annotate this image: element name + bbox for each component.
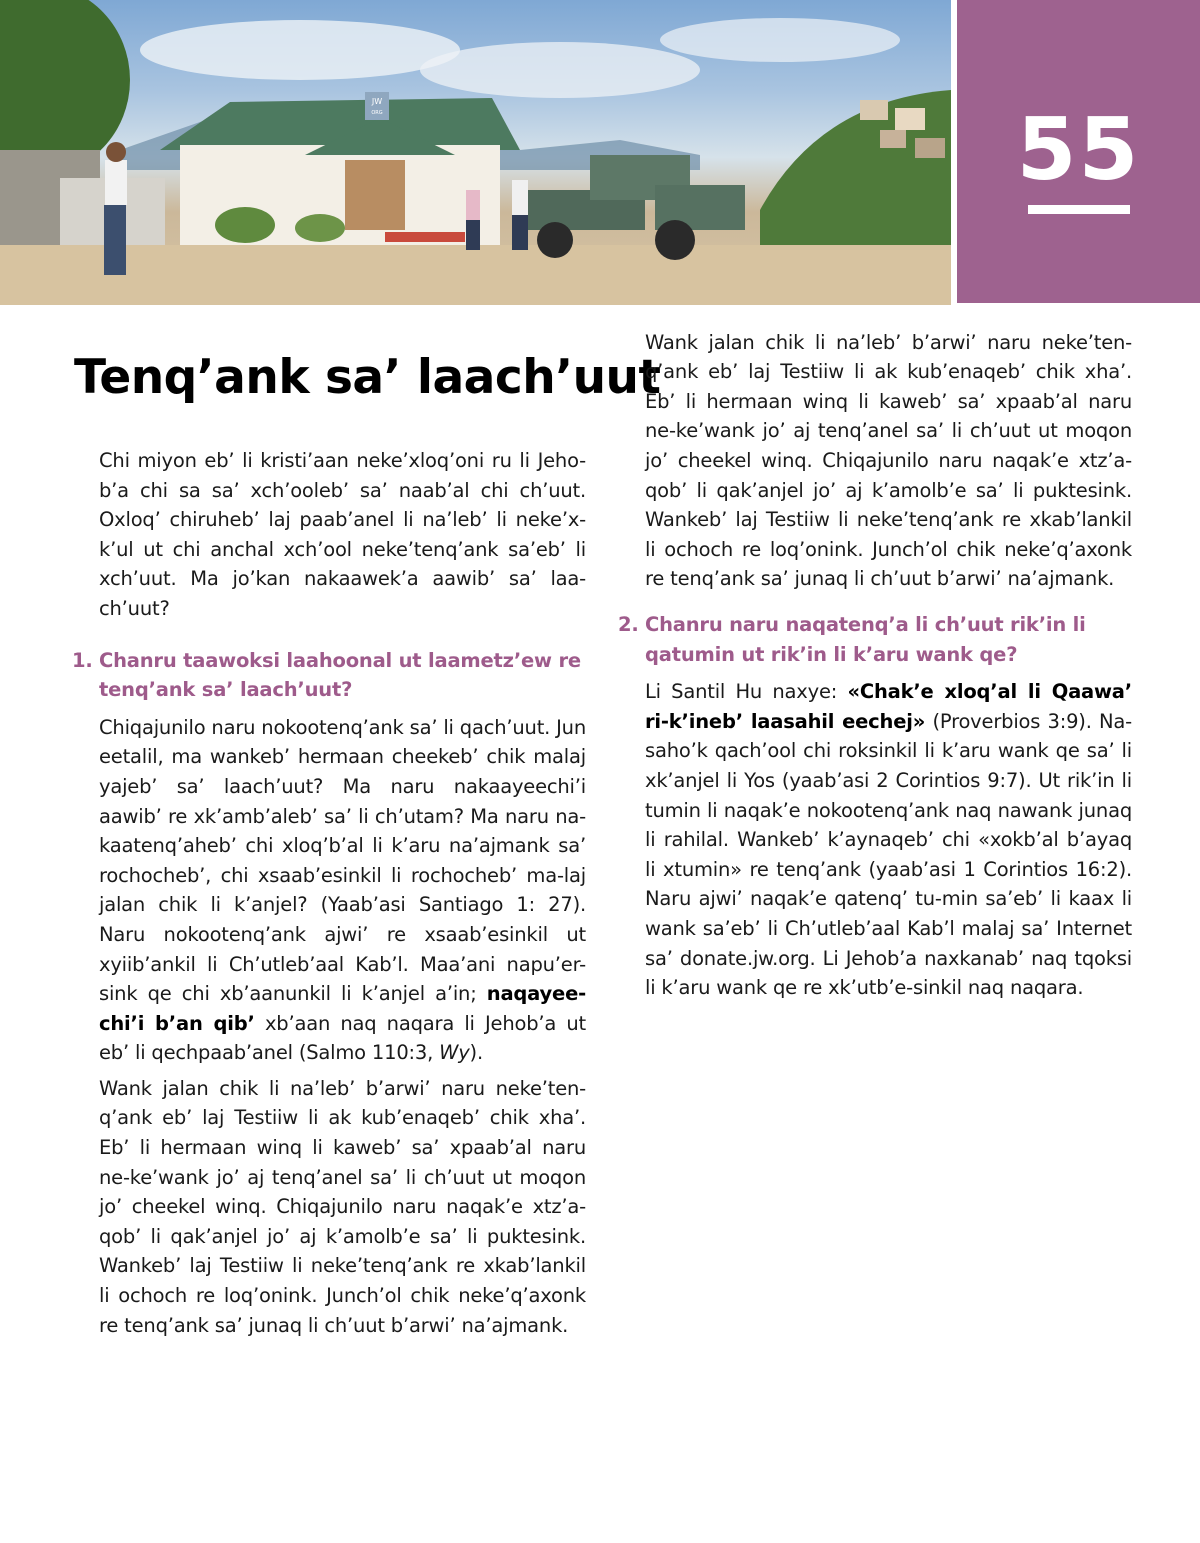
- section-1-paragraph-2: [99, 1074, 586, 1337]
- question-2: [618, 610, 1132, 669]
- question-text: Chanru naru naqatenq’a li ch’uut rik’in li qatumin ut rik’in li k’aru wank qe?: [645, 613, 1086, 666]
- lesson-number-box: [957, 0, 1200, 303]
- svg-text:JW: JW: [371, 97, 383, 106]
- text-run: Chiqajunilo naru nokootenq’ank sa’ li qach’uut. Jun eetalil, ma wankeb’ hermaan cheekeb’ chik malaj yajeb’ sa’ laach’uut? Ma naru nakaayeechi’i aawib’ re xk’amb’aleb’ sa’ li ch’utam? Ma naru na-kaatenq’aheb’ chi xloq’b’al li k’aru na’ajmank sa’ rochocheb’, chi xsaab’esinkil li rochocheb’ ma-laj jalan chik li k’anjel? (Yaab’asi Santiago 1: 27). Naru nokootenq’ank ajwi’ re xsaab’esinkil ut xyiib’ankil li Ch’utleb’aal Kab’l. Maa’ani napu’er-sink qe chi xb’aanunkil li k’anjel a’in;: [99, 715, 587, 1006]
- intro-paragraph: Chi miyon eb’ li kristi’aan neke’xloq’oni ru li Jeho-b’a chi sa sa’ xch’ooleb’ sa’ naab’al chi ch’uut. Oxloq’ chiruheb’ laj paab’anel li na’leb’ li neke’x-k’ul ut chi anchal xch’ool neke’tenq’ank sa’eb’ li xch’uut. Ma jo’kan nakaawek’a aawib’ sa’ laa-ch’uut?: [99, 449, 586, 620]
- hero-image: [0, 0, 951, 303]
- text-run: xb’aan naq naqara li Jehob’a ut eb’ li qechpaab’anel (Salmo 110:3,: [99, 1011, 587, 1065]
- question-number: 2.: [618, 613, 639, 636]
- right-column: [618, 330, 1132, 1009]
- bold-text: «Chak’e xloq’al li Qaawa’ ri-k’ineb’ laasahil eechej»: [645, 680, 1132, 733]
- question-number: 1.: [72, 648, 93, 672]
- kingdom-hall-scene: [0, 0, 951, 303]
- text-run: Wank jalan chik li na’leb’ b’arwi’ naru neke’ten-q’ank eb’ laj Testiiw li ak kub’enaqeb’ chik xha’. Eb’ li hermaan winq li kaweb’ sa’ xpaab’al naru ne-ke’wank jo’ aj tenq’anel sa’ li ch’uut ut moqon jo’ cheekel winq. Chiqajunilo naru naqak’e xtz’a-qob’ li qak’anjel jo’ aj k’amolb’e sa’ li puktesink. Wankeb’ laj Testiiw li neke’tenq’ank re xkab’lankil li ochoch re loq’onink. Junch’ol chik neke’q’axonk re tenq’ank sa’ junaq li ch’uut b’arwi’ na’ajmank.: [645, 330, 1132, 591]
- lesson-number: 55: [1016, 100, 1141, 200]
- text-run: (Proverbios 3:9). Na-saho’k qach’ool chi roksinkil li k’aru wank qe sa’ li xk’anjel li Yos (yaab’asi 2 Corintios 9:7). Ut rik’in li tumin li naqak’e nokootenq’ank naq nawank junaq li rahilal. Wankeb’ k’aynaqeb’ chi «xokb’al b’ayaq li xtumin» re tenq’ank (yaab’asi 1 Corintios 16:2). Naru ajwi’ naqak’e qatenq’ tu-min sa’eb’ li kaax li wank sa’eb’ li Ch’utleb’aal Kab’l malaj sa’ Internet sa’ donate.jw.org. Li Jehob’a naxkanab’ naq tqoksi li k’aru wank qe re xk’utb’e-sinkil naq naqara.: [645, 709, 1132, 1000]
- text-run: ).: [469, 1041, 483, 1065]
- lesson-number-underline: [1028, 205, 1130, 214]
- italic-text: Wy: [439, 1041, 470, 1065]
- bold-text: naqayee-chi’i b’an qib’: [99, 982, 586, 1035]
- section-1-paragraph-2-continued: [645, 330, 1132, 594]
- question-1: [72, 646, 586, 705]
- question-text: Chanru taawoksi laahoonal ut laametz’ew re tenq’ank sa’ laach’uut?: [99, 648, 581, 702]
- text-run: Li Santil Hu naxye:: [645, 680, 848, 704]
- lesson-title: Tenq’ank sa’ laach’uut: [74, 350, 661, 405]
- section-2-paragraph-1: [645, 677, 1132, 1003]
- text-run: Wank jalan chik li na’leb’ b’arwi’ naru neke’ten-q’ank eb’ laj Testiiw li ak kub’enaqeb’ chik xha’. Eb’ li hermaan winq li kaweb’ sa’ xpaab’al naru ne-ke’wank jo’ aj tenq’anel sa’ li ch’uut ut moqon jo’ cheekel winq. Chiqajunilo naru naqak’e xtz’a-qob’ li qak’anjel jo’ aj k’amolb’e sa’ li puktesink. Wankeb’ laj Testiiw li neke’tenq’ank re xkab’lankil li ochoch re loq’onink. Junch’ol chik neke’q’axonk re tenq’ank sa’ junaq li ch’uut b’arwi’ na’ajmank.: [99, 1076, 586, 1337]
- section-1-paragraph-1: [99, 713, 586, 1068]
- svg-text:ORG: ORG: [371, 110, 383, 116]
- left-column: [72, 446, 587, 1337]
